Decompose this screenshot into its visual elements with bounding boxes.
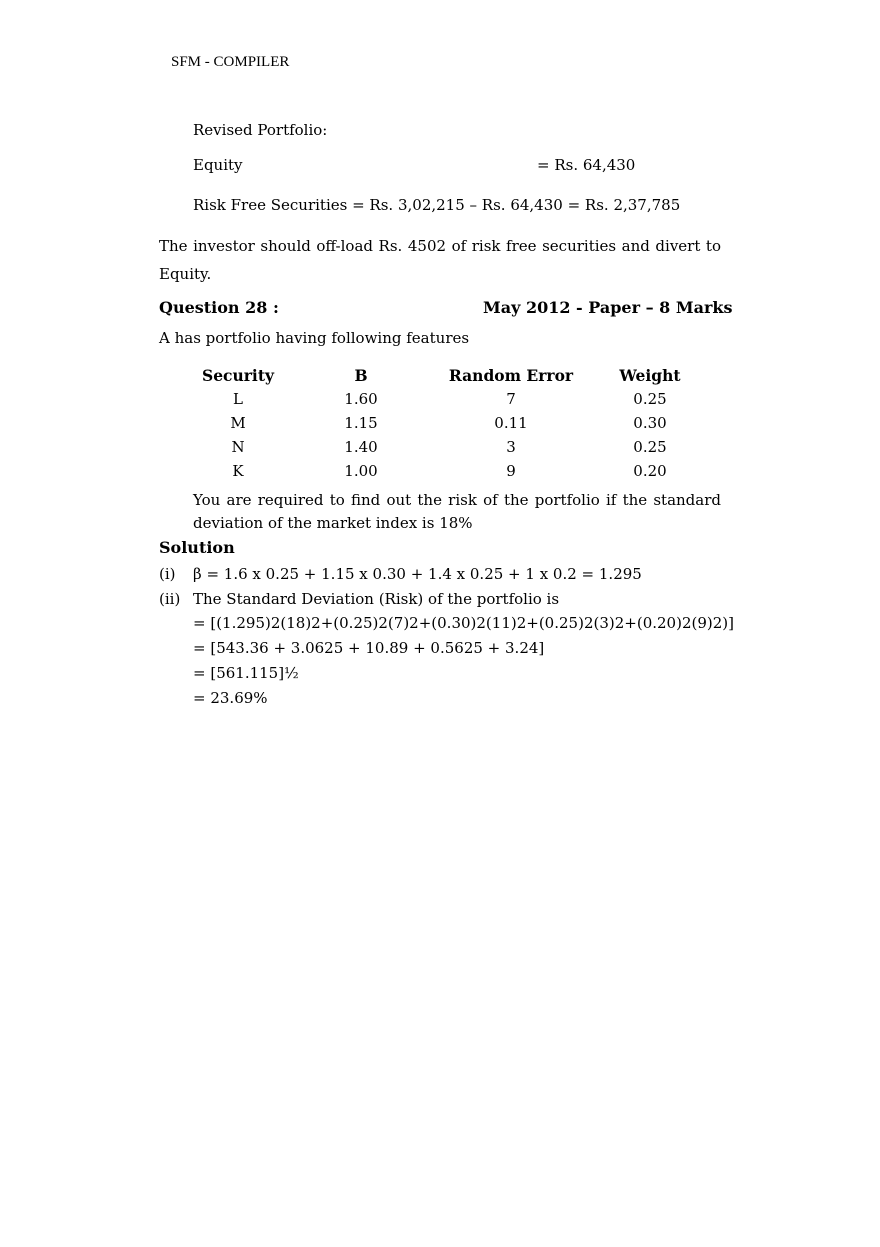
column-header: Weight [619,365,681,385]
risk-free-securities-line: Risk Free Securities = Rs. 3,02,215 – Rs. 64,430 = Rs. 2,37,785 [193,196,681,214]
calc-line: = [(1.295)2(18)2+(0.25)2(7)2+(0.30)2(11)2+(0.25)2(3)2+(0.20)2(9)2)] [193,614,734,632]
table-cell: 1.00 [344,462,378,480]
beta-calculation: β = 1.6 x 0.25 + 1.15 x 0.30 + 1.4 x 0.25 + 1 x 0.2 = 1.295 [193,565,642,583]
requirement-line-1: You are required to find out the risk of the portfolio if the standard [193,491,721,509]
equity-value: = Rs. 64,430 [537,156,636,174]
conclusion-line-1: The investor should off-load Rs. 4502 of risk free securities and divert to [159,237,721,255]
solution-heading: Solution [159,538,235,557]
portfolio-table [190,363,714,483]
table-cell: 0.30 [633,414,667,432]
table-header-row [190,363,714,387]
table-cell: 0.25 [633,438,667,456]
calc-result: = 23.69% [193,689,268,707]
column-header: B [354,365,368,385]
std-dev-intro: The Standard Deviation (Risk) of the portfolio is [193,590,560,608]
step-2-number: (ii) [159,590,181,608]
page-header: SFM - COMPILER [171,54,290,70]
table-row [190,387,714,411]
table-row [190,411,714,435]
table-cell: K [232,462,244,480]
question-label: Question 28 : [159,298,279,317]
equity-label: Equity [193,156,243,174]
table-cell: 1.40 [344,438,378,456]
step-1-number: (i) [159,565,176,583]
column-header: Random Error [448,365,574,385]
table-row [190,459,714,483]
question-source: May 2012 - Paper – 8 Marks [483,298,733,317]
table-cell: 3 [506,438,516,456]
question-intro: A has portfolio having following features [159,329,470,347]
table-cell: 1.15 [344,414,378,432]
conclusion-line-2: Equity. [159,265,212,283]
table-cell: 0.20 [633,462,667,480]
table-cell: M [230,414,246,432]
table-cell: 9 [506,462,516,480]
table-cell: 0.25 [633,390,667,408]
table-cell: 7 [506,390,516,408]
column-header: Security [202,365,274,385]
table-cell: L [233,390,243,408]
table-cell: N [231,438,245,456]
requirement-line-2: deviation of the market index is 18% [193,514,473,532]
table-cell: 1.60 [344,390,378,408]
calc-line: = [543.36 + 3.0625 + 10.89 + 0.5625 + 3.24] [193,639,545,657]
calc-line: = [561.115]½ [193,664,299,682]
revised-portfolio-heading: Revised Portfolio: [193,121,328,139]
table-cell: 0.11 [494,414,528,432]
table-row [190,435,714,459]
